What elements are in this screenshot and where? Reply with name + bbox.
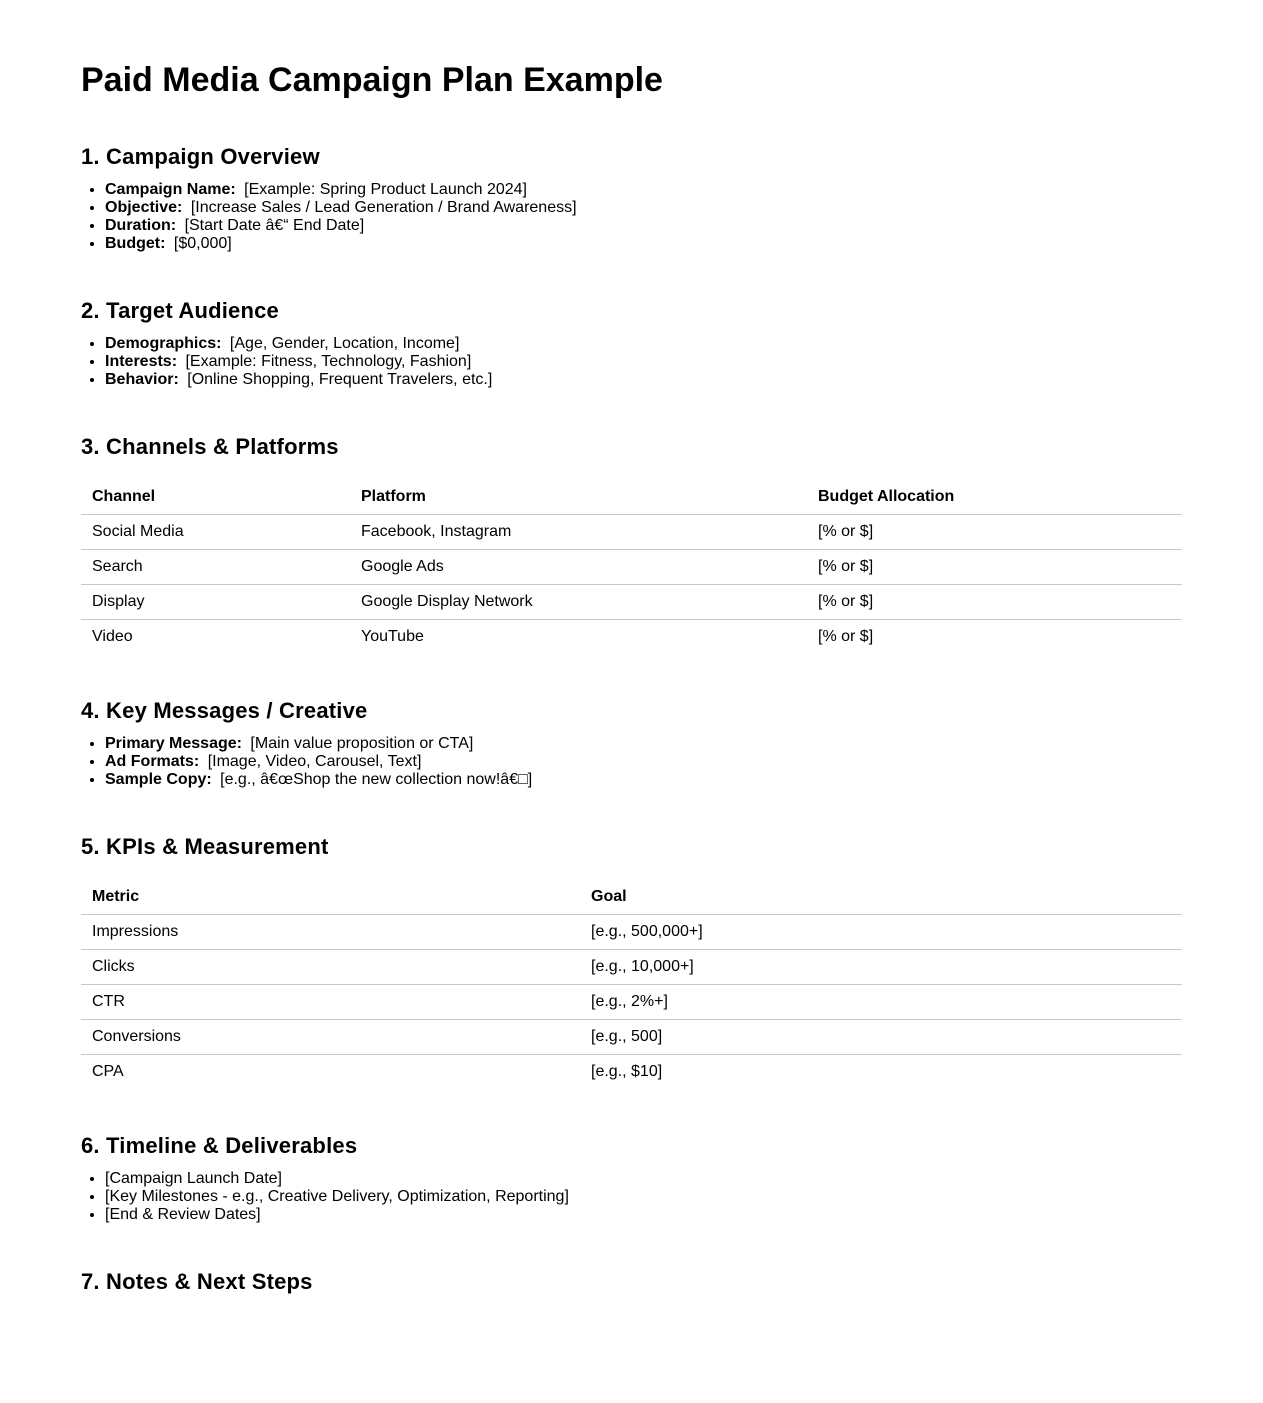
- list-item: • [Campaign Launch Date]: [105, 1170, 569, 1188]
- table-cell: Google Ads: [350, 550, 807, 585]
- target-audience-list: [81, 335, 492, 389]
- table-cell: Conversions: [81, 1020, 580, 1055]
- list-item: [105, 217, 577, 235]
- list-item: • [Key Milestones - e.g., Creative Delivery, Optimization, Reporting]: [105, 1188, 569, 1206]
- column-header-metric: Metric: [81, 879, 580, 915]
- table-row: [81, 1055, 1182, 1090]
- item-label: Sample Copy:: [105, 771, 212, 788]
- table-cell: [% or $]: [818, 628, 874, 645]
- table-row: [81, 550, 1182, 585]
- section-heading-timeline: 6. Timeline & Deliverables: [81, 1133, 358, 1158]
- item-value: [Age, Gender, Location, Income]: [229, 335, 460, 352]
- table-cell: [e.g., $10]: [591, 1063, 663, 1080]
- section-heading-target-audience: 2. Target Audience: [81, 298, 279, 323]
- list-item: [105, 353, 492, 371]
- list-item: [105, 199, 577, 217]
- table-cell: [e.g., 500]: [580, 1020, 1182, 1055]
- table-cell: Clicks: [81, 950, 580, 985]
- table-cell: CPA: [92, 1063, 124, 1080]
- list-item: [105, 335, 492, 353]
- key-messages-list: [81, 735, 532, 789]
- item-value: [Start Date â€“ End Date]: [184, 217, 365, 234]
- campaign-overview-list: [81, 181, 577, 253]
- item-label: Duration:: [105, 217, 177, 234]
- item-label: Primary Message:: [105, 735, 242, 752]
- item-label: Objective:: [105, 199, 183, 216]
- item-value: [$0,000]: [173, 235, 232, 252]
- table-cell: YouTube: [361, 628, 424, 645]
- table-cell: Facebook, Instagram: [350, 515, 807, 550]
- table-cell: CTR: [81, 985, 580, 1020]
- channels-table: [81, 479, 1182, 654]
- table-cell: [e.g., 2%+]: [580, 985, 1182, 1020]
- table-cell: [% or $]: [807, 585, 1182, 620]
- column-header-budget-allocation: Budget Allocation: [807, 479, 1182, 515]
- kpis-table: [81, 879, 1182, 1089]
- table-cell: [e.g., 500,000+]: [580, 915, 1182, 950]
- list-item: [105, 371, 492, 389]
- table-cell: [% or $]: [807, 515, 1182, 550]
- table-header-row: [81, 479, 1182, 515]
- timeline-list: [81, 1170, 569, 1224]
- table-row: [81, 515, 1182, 550]
- table-row: [81, 915, 1182, 950]
- column-header-platform: Platform: [350, 479, 807, 515]
- table-row: [81, 985, 1182, 1020]
- section-heading-campaign-overview: 1. Campaign Overview: [81, 144, 320, 169]
- page-title: Paid Media Campaign Plan Example: [81, 61, 663, 99]
- item-value: [Increase Sales / Lead Generation / Brand Awareness]: [190, 199, 577, 216]
- item-label: Ad Formats:: [105, 753, 200, 770]
- item-value: [Online Shopping, Frequent Travelers, etc.]: [187, 371, 493, 388]
- item-value: [Image, Video, Carousel, Text]: [207, 753, 422, 770]
- section-heading-notes: 7. Notes & Next Steps: [81, 1269, 313, 1294]
- item-label: Demographics:: [105, 335, 222, 352]
- table-cell: [e.g., 10,000+]: [580, 950, 1182, 985]
- table-cell: Video: [92, 628, 133, 645]
- list-item: [105, 753, 532, 771]
- table-cell: Impressions: [81, 915, 580, 950]
- table-row: [81, 1020, 1182, 1055]
- table-cell: Search: [81, 550, 350, 585]
- section-heading-channels-platforms: 3. Channels & Platforms: [81, 434, 339, 459]
- table-cell: Display: [81, 585, 350, 620]
- list-item: [105, 771, 532, 789]
- item-label: Budget:: [105, 235, 166, 252]
- section-heading-kpis: 5. KPIs & Measurement: [81, 834, 329, 859]
- list-item: • [End & Review Dates]: [105, 1206, 569, 1224]
- item-label: Campaign Name:: [105, 181, 236, 198]
- column-header-channel: Channel: [81, 479, 350, 515]
- table-header-row: [81, 879, 1182, 915]
- table-row: [81, 585, 1182, 620]
- table-cell: Google Display Network: [350, 585, 807, 620]
- list-item: [105, 235, 577, 253]
- item-label: Interests:: [105, 353, 178, 370]
- table-cell: Social Media: [81, 515, 350, 550]
- table-row: [81, 620, 1182, 655]
- item-value: [Example: Spring Product Launch 2024]: [244, 181, 527, 198]
- list-item: [105, 735, 532, 753]
- section-heading-key-messages: 4. Key Messages / Creative: [81, 698, 368, 723]
- item-label: Behavior:: [105, 371, 179, 388]
- item-value: [Main value proposition or CTA]: [250, 735, 474, 752]
- item-value: [Example: Fitness, Technology, Fashion]: [185, 353, 472, 370]
- list-item: [105, 181, 577, 199]
- table-row: [81, 950, 1182, 985]
- item-value: [e.g., â€œShop the new collection now!â€□]: [220, 771, 533, 788]
- table-cell: [% or $]: [807, 550, 1182, 585]
- column-header-goal: Goal: [580, 879, 1182, 915]
